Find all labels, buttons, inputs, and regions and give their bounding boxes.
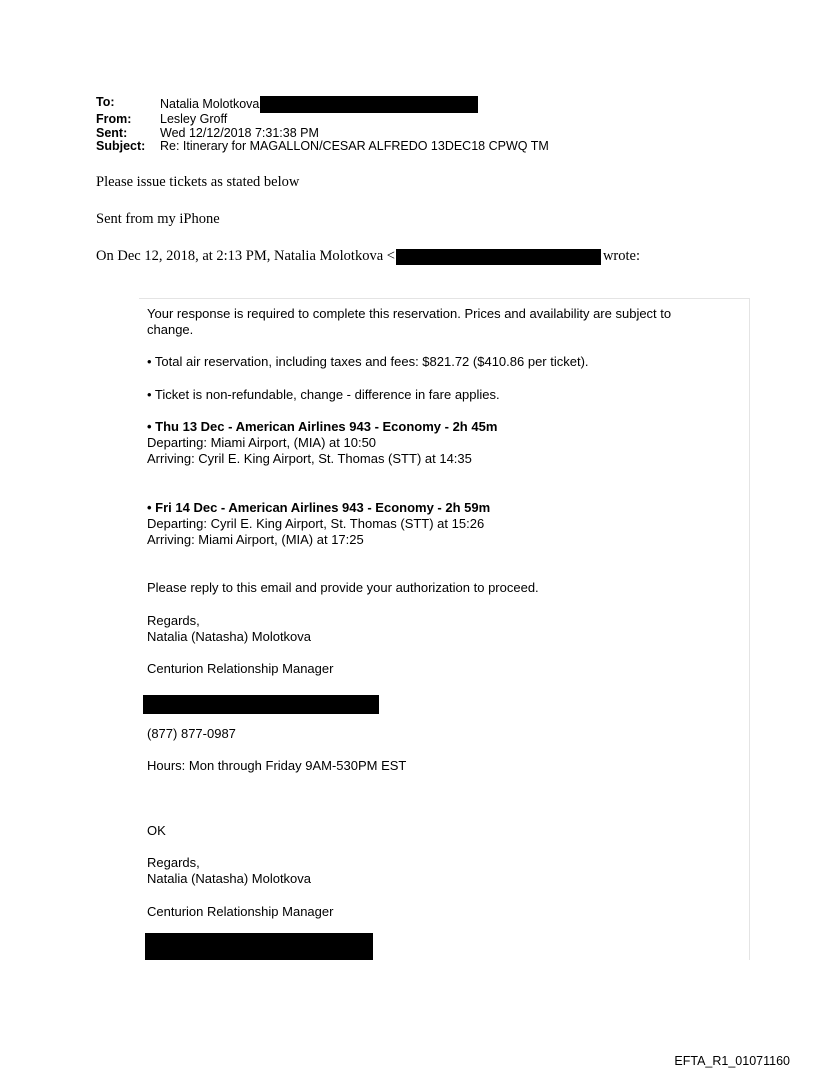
redaction-block	[260, 96, 478, 113]
sent-label: Sent:	[96, 125, 128, 140]
from-value: Lesley Groff	[160, 112, 228, 126]
reply-line-1: Please issue tickets as stated below	[96, 174, 300, 190]
redaction-block	[396, 249, 601, 265]
signature-name-1: Natalia (Natasha) Molotkova	[147, 629, 312, 644]
signature-name-2: Natalia (Natasha) Molotkova	[147, 871, 312, 886]
regards-1: Regards,	[147, 613, 200, 628]
ok-text: OK	[147, 823, 166, 838]
quoted-message	[139, 298, 750, 960]
quote-intro	[96, 248, 640, 265]
flight-2-depart: Departing: Cyril E. King Airport, St. Thomas (STT) at 15:26	[147, 516, 485, 531]
quote-intro-suffix: wrote:	[602, 248, 640, 264]
redaction-block	[145, 933, 373, 960]
intro-line-1: Your response is required to complete this reservation. Prices and availability are subject to	[147, 306, 672, 321]
sent-row	[96, 127, 549, 141]
intro-line-2: change.	[147, 322, 194, 337]
email-header	[96, 96, 549, 154]
flight-1-arrive: Arriving: Cyril E. King Airport, St. Thomas (STT) at 14:35	[147, 451, 472, 466]
bullet-total: • Total air reservation, including taxes and fees: $821.72 ($410.86 per ticket).	[147, 354, 589, 369]
subject-row	[96, 140, 549, 154]
sent-value: Wed 12/12/2018 7:31:38 PM	[160, 125, 319, 140]
phone-number: (877) 877-0987	[147, 726, 236, 741]
signature-role-1: Centurion Relationship Manager	[147, 661, 334, 676]
flight-2-title	[147, 500, 490, 516]
signature-role-2: Centurion Relationship Manager	[147, 904, 334, 919]
flight-2-arrive: Arriving: Miami Airport, (MIA) at 17:25	[147, 532, 364, 547]
regards-2: Regards,	[147, 855, 200, 870]
flight-1-depart: Departing: Miami Airport, (MIA) at 10:50	[147, 435, 377, 450]
flight-1-title-text: • Thu 13 Dec - American Airlines 943 - Economy - 2h 45m	[147, 419, 498, 434]
flight-1-title	[147, 419, 497, 435]
quote-intro-prefix: On Dec 12, 2018, at 2:13 PM, Natalia Molotkova <	[96, 248, 395, 264]
office-hours: Hours: Mon through Friday 9AM-530PM EST	[147, 758, 407, 773]
reply-request: Please reply to this email and provide your authorization to proceed.	[147, 580, 539, 595]
subject-value: Re: Itinerary for MAGALLON/CESAR ALFREDO 13DEC18 CPWQ TM	[160, 139, 549, 153]
redaction-block	[143, 695, 379, 714]
bullet-ticket: • Ticket is non-refundable, change - difference in fare applies.	[147, 387, 500, 402]
from-label: From:	[96, 112, 132, 126]
flight-2-title-text: • Fri 14 Dec - American Airlines 943 - Economy - 2h 59m	[147, 500, 491, 515]
to-value: Natalia Molotkova	[160, 96, 260, 111]
to-row	[96, 96, 549, 113]
subject-label: Subject:	[96, 139, 146, 153]
from-row	[96, 113, 549, 127]
document-id: EFTA_R1_01071160	[674, 1054, 790, 1068]
to-label: To:	[96, 95, 115, 109]
reply-line-2: Sent from my iPhone	[96, 211, 220, 227]
